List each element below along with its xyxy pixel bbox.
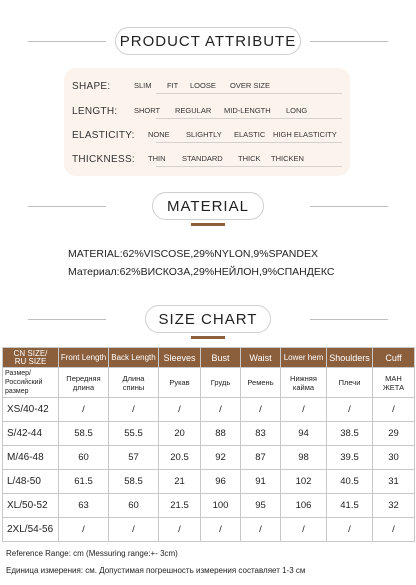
- table-row: [3, 470, 415, 494]
- table-row: [3, 494, 415, 518]
- header-rule-left: [28, 319, 106, 320]
- attr-option: HIGH ELASTICITY: [273, 130, 337, 139]
- size-label-cell: M/46-48: [3, 446, 59, 470]
- table-cell: /: [241, 518, 281, 542]
- table-header-row: [3, 348, 415, 368]
- table-cell: 60: [109, 494, 159, 518]
- table-cell: 102: [281, 470, 327, 494]
- header-ru-cell: Грудь: [201, 368, 241, 398]
- reference-note-ru: Единица измерения: см. Допустимая погрешность измерения составляет 1-3 см: [6, 566, 306, 575]
- attr-option-selected: STANDARD: [182, 154, 223, 163]
- header-ru-cell: Нижняя кайма: [281, 368, 327, 398]
- table-cell: /: [201, 398, 241, 422]
- table-cell: 55.5: [109, 422, 159, 446]
- attr-option: MID-LENGTH: [224, 106, 271, 115]
- table-cell: 83: [241, 422, 281, 446]
- attr-option-selected: REGULAR: [175, 106, 212, 115]
- table-cell: /: [159, 518, 201, 542]
- title-underline: [191, 336, 225, 339]
- section-title: MATERIAL: [152, 192, 264, 220]
- header-rule-right: [310, 41, 388, 42]
- header-cell: Waist: [241, 348, 281, 368]
- header-ru-cell: МАН ЖЕТА: [373, 368, 415, 398]
- header-rule-right: [310, 319, 388, 320]
- attr-label: SHAPE:: [72, 80, 111, 92]
- attr-option: THICK: [238, 154, 261, 163]
- table-cell: 30: [373, 446, 415, 470]
- attr-option-selected: FIT: [167, 81, 179, 90]
- table-cell: 87: [241, 446, 281, 470]
- attr-row-elasticity: [72, 125, 348, 145]
- table-cell: 63: [59, 494, 109, 518]
- table-cell: /: [281, 518, 327, 542]
- attr-option: OVER SIZE: [230, 81, 271, 90]
- header-cell: Back Length: [109, 348, 159, 368]
- table-cell: 95: [241, 494, 281, 518]
- product-attribute-header: [0, 27, 416, 57]
- table-cell: 31: [373, 470, 415, 494]
- table-cell: 32: [373, 494, 415, 518]
- header-ru-cell: Размер/ Российский размер: [3, 368, 59, 398]
- material-header: [0, 192, 416, 222]
- table-cell: /: [109, 518, 159, 542]
- header-cell: Bust: [201, 348, 241, 368]
- table-cell: 29: [373, 422, 415, 446]
- table-cell: 61.5: [59, 470, 109, 494]
- attr-row-length: [72, 101, 348, 121]
- table-cell: 98: [281, 446, 327, 470]
- attr-row-line: [156, 118, 342, 119]
- table-row: [3, 398, 415, 422]
- attr-label: THICKNESS:: [72, 153, 136, 165]
- header-ru-cell: Плечи: [327, 368, 373, 398]
- table-cell: 92: [201, 446, 241, 470]
- table-cell: /: [201, 518, 241, 542]
- attr-option: THIN: [148, 154, 166, 163]
- header-rule-left: [28, 41, 106, 42]
- table-cell: /: [59, 398, 109, 422]
- table-cell: 40.5: [327, 470, 373, 494]
- size-chart-header: [0, 305, 416, 335]
- size-label-cell: XS/40-42: [3, 398, 59, 422]
- table-cell: 21: [159, 470, 201, 494]
- table-row: [3, 446, 415, 470]
- table-cell: 88: [201, 422, 241, 446]
- header-cell: Front Length: [59, 348, 109, 368]
- attr-row-thickness: [72, 149, 348, 169]
- table-cell: /: [327, 518, 373, 542]
- title-underline: [191, 223, 225, 226]
- attr-option-selected: ELASTIC: [234, 130, 266, 139]
- header-rule-right: [310, 206, 388, 207]
- reference-note-en: Reference Range: cm (Messuring range:+- 3cm): [6, 549, 178, 558]
- size-label-cell: L/48-50: [3, 470, 59, 494]
- header-cell: CN SIZE/ RU SIZE: [3, 348, 59, 368]
- table-row: [3, 422, 415, 446]
- table-cell: /: [241, 398, 281, 422]
- table-cell: 21.5: [159, 494, 201, 518]
- attr-option: THICKEN: [271, 154, 304, 163]
- header-cell: Shoulders: [327, 348, 373, 368]
- table-cell: 58.5: [109, 470, 159, 494]
- table-cell: /: [373, 518, 415, 542]
- table-cell: 91: [241, 470, 281, 494]
- table-cell: 100: [201, 494, 241, 518]
- attribute-panel: [64, 68, 350, 176]
- table-cell: /: [327, 398, 373, 422]
- attr-row-line: [156, 142, 342, 143]
- attr-option: LOOSE: [190, 81, 216, 90]
- attr-option: LONG: [286, 106, 308, 115]
- header-cell: Sleeves: [159, 348, 201, 368]
- table-cell: 94: [281, 422, 327, 446]
- attr-row-line: [156, 166, 342, 167]
- table-cell: 96: [201, 470, 241, 494]
- attr-option: SHORT: [134, 106, 161, 115]
- size-table: [2, 347, 415, 542]
- section-title: PRODUCT ATTRIBUTE: [115, 27, 301, 55]
- header-cell: Cuff: [373, 348, 415, 368]
- table-cell: 20: [159, 422, 201, 446]
- table-cell: 41.5: [327, 494, 373, 518]
- table-cell: /: [281, 398, 327, 422]
- header-ru-cell: Рукав: [159, 368, 201, 398]
- material-text-en: MATERIAL:62%VISCOSE,29%NYLON,9%SPANDEX: [68, 248, 318, 260]
- size-label-cell: 2XL/54-56: [3, 518, 59, 542]
- material-text-ru: Материал:62%ВИСКОЗА,29%НЕЙЛОН,9%СПАНДЕКС: [68, 266, 335, 278]
- table-cell: 57: [109, 446, 159, 470]
- header-ru-cell: Передняя длина: [59, 368, 109, 398]
- table-header-ru-row: [3, 368, 415, 398]
- table-cell: 60: [59, 446, 109, 470]
- header-ru-cell: Ремень: [241, 368, 281, 398]
- header-rule-left: [28, 206, 106, 207]
- section-title: SIZE CHART: [145, 305, 271, 333]
- attr-option: NONE: [148, 130, 170, 139]
- attr-label: LENGTH:: [72, 105, 118, 117]
- attr-option: SLIM: [134, 81, 152, 90]
- header-ru-cell: Длина спины: [109, 368, 159, 398]
- attr-label: ELASTICITY:: [72, 129, 135, 141]
- table-cell: /: [109, 398, 159, 422]
- header-cell: Lower hem: [281, 348, 327, 368]
- attr-row-shape: [72, 76, 348, 96]
- table-cell: 58.5: [59, 422, 109, 446]
- size-label-cell: S/42-44: [3, 422, 59, 446]
- table-cell: 38.5: [327, 422, 373, 446]
- table-cell: 20.5: [159, 446, 201, 470]
- table-cell: /: [373, 398, 415, 422]
- table-cell: /: [159, 398, 201, 422]
- attr-row-line: [156, 93, 342, 94]
- attr-option: SLIGHTLY: [186, 130, 222, 139]
- table-cell: /: [59, 518, 109, 542]
- table-row: [3, 518, 415, 542]
- table-cell: 106: [281, 494, 327, 518]
- size-label-cell: XL/50-52: [3, 494, 59, 518]
- table-cell: 39.5: [327, 446, 373, 470]
